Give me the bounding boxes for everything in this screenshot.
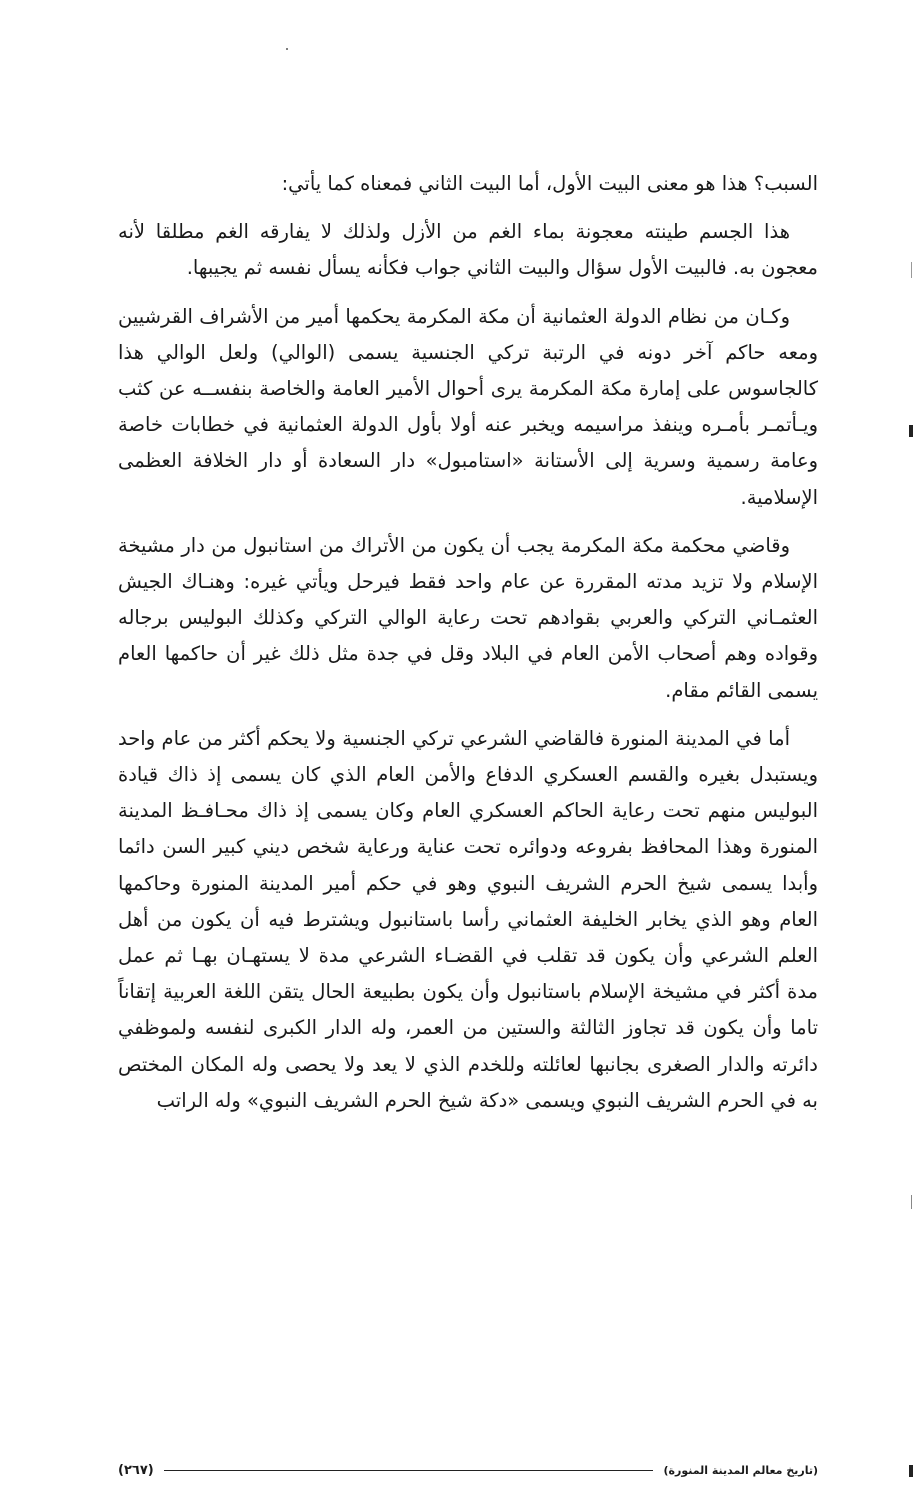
running-title: (تاريخ معالم المدينة المنورة) bbox=[663, 1463, 818, 1477]
scan-edge-mark bbox=[911, 1195, 912, 1209]
paragraph-4: وقاضي محكمة مكة المكرمة يجب أن يكون من الأتراك من استانبول من دار مشيخة الإسلام ولا تزيد مدته المقررة عن عام واحد فقط فيرحل ويأتي غيره: وهنـاك الجيش العثمـاني التركي والعربي بقوادهم تحت رعاية الوالي التركي وكذلك البوليس برجاله وقواده وهم أصحاب الأمن العام في البلاد وقل في جدة مثل ذلك غير أن حاكمها العام يسمى القائم مقام. bbox=[118, 533, 818, 702]
page-footer bbox=[118, 1460, 818, 1480]
page-number: (٢٦٧) bbox=[118, 1462, 154, 1478]
paragraph-5: أما في المدينة المنورة فالقاضي الشرعي تركي الجنسية ولا يحكم أكثر من عام واحد ويستبدل بغيره والقسم العسكري الدفاع والأمن العام الذي كان يسمى إذ ذاك قيادة البوليس منهم تحت رعاية الحاكم العسكري العام وكان يسمى إذ ذاك محـافـظ المدينة المنورة وهذا المحافظ بفروعه ودوائره تحت عناية ورعاية شخص ديني كبير السن دائما وأبدا يسمى شيخ الحرم الشريف النبوي وهو في حكم أمير المدينة المنورة وحاكمها العام وهو الذي يخابر الخليفة العثماني رأسا باستانبول ويشترط فيه أن يكون من أهل العلم الشرعي وأن يكون قد تقلب في القضـاء الشرعي مدة لا يستهـان بهـا ثم عمل مدة أكثر في مشيخة الإسلام باستانبول وأن يكون بطبيعة الحال يتقن اللغة العربية إتقاناً تاما وأن يكون قد تجاوز الثالثة والستين من العمر، وله الدار الكبرى لنفسه ولموظفي دائرته والدار الصغرى بجانبها لعائلته وللخدم الذي لا يعد ولا يحصى وله المكان المختص به في الحرم الشريف النبوي ويسمى «دكة شيخ الحرم الشريف النبوي» وله الراتب bbox=[118, 726, 818, 1112]
scan-speck bbox=[286, 48, 288, 50]
scan-edge-mark bbox=[909, 1465, 913, 1477]
paragraph-3: وكـان من نظام الدولة العثمانية أن مكة المكرمة يحكمها أمير من الأشراف القرشيين ومعه حاكم آخر دونه في الرتبة تركي الجنسية يسمى (الوالي) ولعل الوالي هذا كالجاسوس على إمارة مكة المكرمة يرى أحوال الأمير العامة والخاصة بنفســه عن كثب ويـأتمـر بأمـره وينفذ مراسيمه ويخبر عنه أولا بأول الدولة العثمانية في خطابات خاصة وعامة رسمية وسرية إلى الأستانة «استامبول» دار السعادة أو دار الخلافة العظمى الإسلامية. bbox=[118, 304, 818, 509]
body-text bbox=[118, 166, 818, 1131]
paragraph-1: السبب؟ هذا هو معنى البيت الأول، أما البيت الثاني فمعناه كما يأتي: bbox=[281, 172, 818, 195]
scan-edge-mark bbox=[909, 425, 913, 437]
paragraph-2: هذا الجسم طينته معجونة بماء الغم من الأزل ولذلك لا يفارقه الغم مطلقا لأنه معجون به. فالبيت الأول سؤال والبيت الثاني جواب فكأنه يسأل نفسه ثم يجيبها. bbox=[118, 220, 818, 280]
scan-edge-mark bbox=[911, 262, 912, 278]
footer-rule bbox=[164, 1470, 654, 1471]
